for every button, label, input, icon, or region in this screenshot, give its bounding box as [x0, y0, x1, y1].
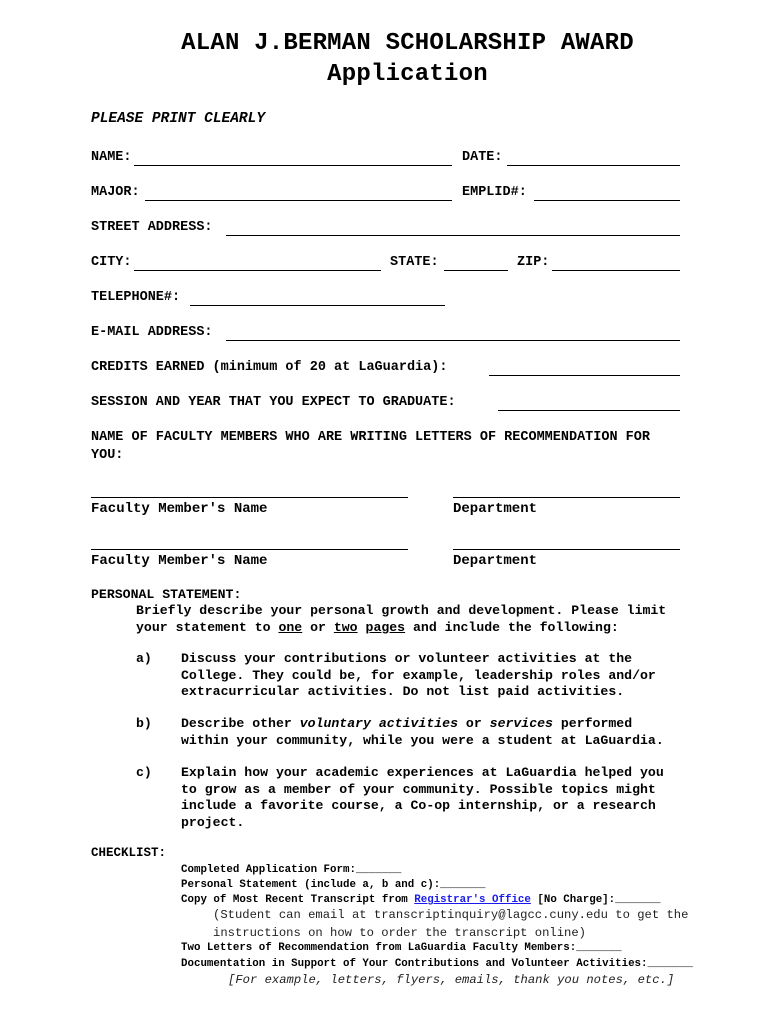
- department-field-1[interactable]: [453, 496, 680, 498]
- intro-one: one: [278, 620, 303, 635]
- name-date-row: [91, 150, 691, 170]
- department-label-1: Department: [453, 501, 538, 517]
- item-b-services: services: [489, 716, 553, 731]
- email-field[interactable]: [226, 326, 680, 341]
- major-field[interactable]: [145, 186, 452, 201]
- registrars-office-link[interactable]: Registrar's Office: [414, 894, 531, 906]
- credits-field[interactable]: [489, 361, 680, 376]
- session-field[interactable]: [498, 396, 680, 411]
- item-c-line3: include a favorite course, a Co-op internship, or a research: [181, 798, 656, 813]
- item-b-line1: [181, 716, 632, 733]
- intro-or: or: [302, 620, 334, 635]
- street-field[interactable]: [226, 221, 680, 236]
- email-row: [91, 325, 691, 345]
- faculty-name-field-1[interactable]: [91, 496, 408, 498]
- item-a-marker: a): [136, 651, 152, 666]
- item-a-line1: Discuss your contributions or volunteer activities at the: [181, 651, 633, 666]
- telephone-label: TELEPHONE#:: [91, 290, 181, 305]
- session-row: [91, 395, 691, 415]
- item-c-marker: c): [136, 765, 152, 780]
- name-field[interactable]: [134, 151, 452, 166]
- city-state-zip-row: [91, 255, 691, 275]
- checklist-item-statement: Personal Statement (include a, b and c):_______: [181, 879, 486, 891]
- intro-pages: pages: [365, 620, 406, 635]
- faculty-prompt-line2: YOU:: [91, 448, 124, 463]
- city-field[interactable]: [134, 256, 381, 271]
- checklist-heading: CHECKLIST:: [91, 846, 167, 860]
- intro-space: [358, 620, 366, 635]
- intro-two: two: [333, 620, 358, 635]
- department-field-2[interactable]: [453, 548, 680, 550]
- transcript-text: Copy of Most Recent Transcript from: [181, 894, 415, 906]
- item-c-line4: project.: [181, 815, 245, 830]
- item-b-line2: within your community, while you were a student at LaGuardia.: [181, 733, 664, 748]
- item-b-text-b: performed: [552, 716, 633, 731]
- item-b-or: or: [458, 716, 490, 731]
- checklist-item-transcript: [181, 893, 661, 907]
- credits-row: [91, 360, 691, 380]
- item-c-line1: Explain how your academic experiences at LaGuardia helped you: [181, 765, 664, 780]
- city-label: CITY:: [91, 255, 132, 270]
- instruction-text: PLEASE PRINT CLEARLY: [91, 111, 266, 127]
- page-title: ALAN J.BERMAN SCHOLARSHIP AWARD: [181, 30, 634, 57]
- transcript-note-line2: instructions on how to order the transcript online): [213, 926, 586, 940]
- emplid-field[interactable]: [534, 186, 680, 201]
- email-label: E-MAIL ADDRESS:: [91, 325, 213, 340]
- item-a-line2: College. They could be, for example, leadership roles and/or: [181, 668, 656, 683]
- major-label: MAJOR:: [91, 185, 140, 200]
- date-field[interactable]: [507, 151, 680, 166]
- faculty-prompt-line1: NAME OF FACULTY MEMBERS WHO ARE WRITING LETTERS OF RECOMMENDATION FOR: [91, 430, 650, 445]
- documentation-examples-note: [For example, letters, flyers, emails, thank you notes, etc.]: [228, 973, 675, 987]
- personal-statement-heading: PERSONAL STATEMENT:: [91, 587, 242, 602]
- credits-label: CREDITS EARNED (minimum of 20 at LaGuardia):: [91, 360, 448, 375]
- street-row: [91, 220, 691, 240]
- statement-intro-line1: Briefly describe your personal growth and development. Please limit: [136, 603, 667, 618]
- zip-label: ZIP:: [517, 255, 550, 270]
- session-label: SESSION AND YEAR THAT YOU EXPECT TO GRADUATE:: [91, 395, 456, 410]
- item-c-line2: to grow as a member of your community. Possible topics might: [181, 782, 656, 797]
- item-a-line3: extracurricular activities. Do not list paid activities.: [181, 684, 625, 699]
- item-b-text-a: Describe other: [181, 716, 300, 731]
- intro-text-a: your statement to: [136, 620, 279, 635]
- zip-field[interactable]: [552, 256, 680, 271]
- page-subtitle: Application: [327, 61, 488, 88]
- department-label-2: Department: [453, 553, 538, 569]
- street-label: STREET ADDRESS:: [91, 220, 213, 235]
- emplid-label: EMPLID#:: [462, 185, 527, 200]
- state-label: STATE:: [390, 255, 439, 270]
- faculty-name-field-2[interactable]: [91, 548, 408, 550]
- faculty-name-label-2: Faculty Member's Name: [91, 553, 268, 569]
- major-emplid-row: [91, 185, 691, 205]
- faculty-name-label-1: Faculty Member's Name: [91, 501, 268, 517]
- name-label: NAME:: [91, 150, 132, 165]
- transcript-no-charge: [No Charge]:_______: [530, 894, 661, 906]
- telephone-field[interactable]: [190, 291, 445, 306]
- state-field[interactable]: [444, 256, 508, 271]
- telephone-row: [91, 290, 691, 310]
- checklist-item-application: Completed Application Form:_______: [181, 864, 402, 876]
- checklist-item-documentation: Documentation in Support of Your Contributions and Volunteer Activities:_______: [181, 958, 693, 970]
- statement-intro-line2: [136, 620, 619, 637]
- date-label: DATE:: [462, 150, 503, 165]
- item-b-voluntary: voluntary activities: [299, 716, 458, 731]
- item-b-marker: b): [136, 716, 152, 731]
- checklist-item-letters: Two Letters of Recommendation from LaGuardia Faculty Members:_______: [181, 942, 622, 954]
- transcript-note-line1: (Student can email at transcriptinquiry@lagcc.cuny.edu to get the: [213, 908, 689, 922]
- intro-text-b: and include the following:: [405, 620, 619, 635]
